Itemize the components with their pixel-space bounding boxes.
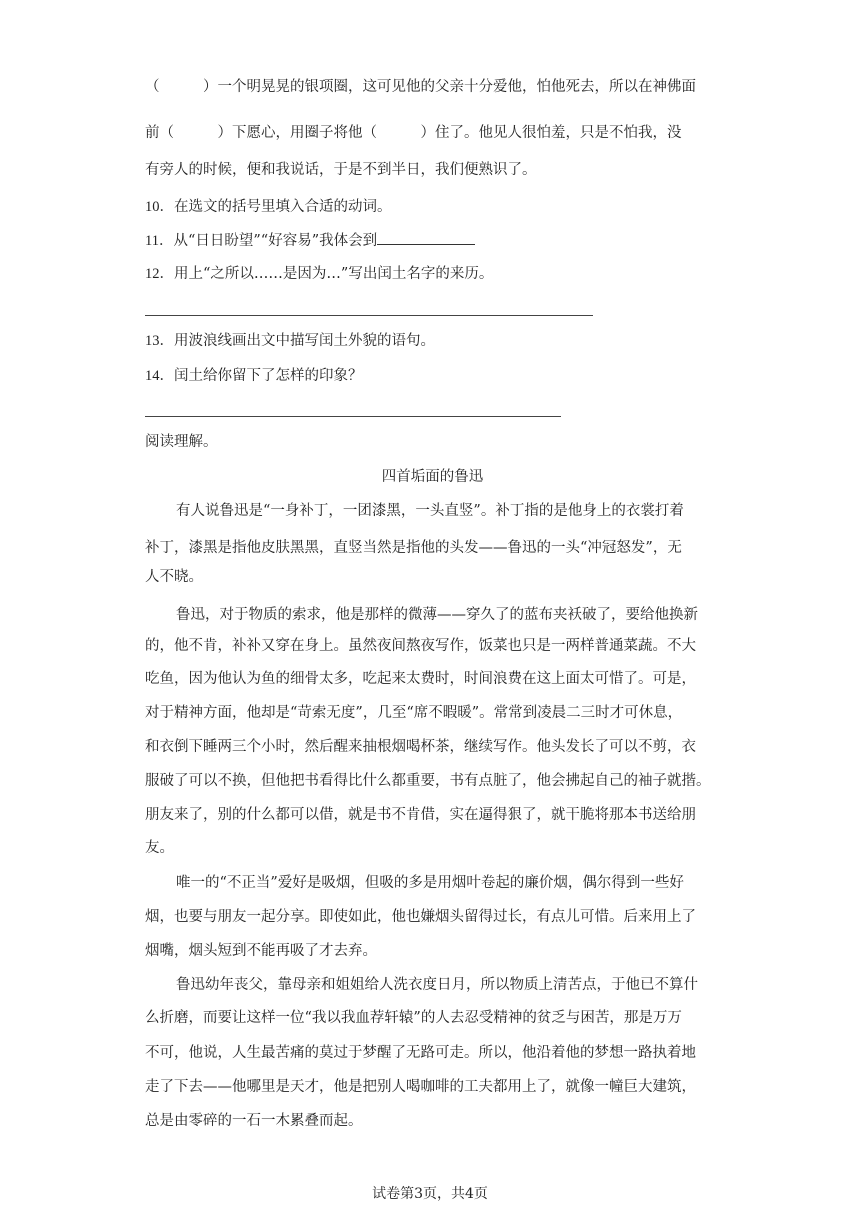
question-text: 从“日日盼望”“好容易”我体会到 [173,233,378,249]
section-label: 阅读理解。 [145,434,218,450]
page-footer: 试卷第3页，共4页 [372,1186,488,1202]
article-line: 有人说鲁迅是“一身补丁，一团漆黑，一头直竖”。补丁指的是他身上的衣裳打着 [176,503,684,519]
article-line: 友。 [145,840,174,856]
question-13 [145,331,720,351]
question-number: 13． [145,333,174,349]
question-text: 用波浪线画出文中描写闰土外貌的语句。 [174,333,435,349]
article-line: 不可，他说，人生最苦痛的莫过于梦醒了无路可走。所以，他沿着他的梦想一路执着地 [145,1045,696,1061]
answer-blank[interactable] [377,230,475,245]
question-number: 12． [145,266,174,282]
question-12 [145,264,720,284]
question-number: 11． [145,233,174,249]
article-line: 鲁迅，对于物质的索求，他是那样的微薄——穿久了的蓝布夹袄破了，要给他换新 [176,607,698,623]
article-line: 朋友来了，别的什么都可以借，就是书不肯借，实在逼得狠了，就干脆将那本书送给朋 [145,807,696,823]
article-line: 鲁迅幼年丧父，靠母亲和姐姐给人洗衣度日月，所以物质上清苦点，于他已不算什 [176,977,698,993]
article-line: 的，他不肯，补补又穿在身上。虽然夜间熬夜写作，饭菜也只是一两样普通菜蔬。不大 [145,638,696,654]
passage-line-2: 前（ ）下愿心，用圈子将他（ ）住了。他见人很怕羞，只是不怕我，没 [145,125,682,141]
question-text: 闰土给你留下了怎样的印象？ [174,368,363,384]
article-line: 烟嘴，烟头短到不能再吸了才去弃。 [145,943,377,959]
answer-line-14[interactable] [145,416,561,417]
article-line: 么折磨，而要让这样一位“我以我血荐轩辕”的人去忍受精神的贫乏与困苦，那是万万 [145,1010,682,1026]
question-14 [145,366,720,386]
article-line: 服破了可以不换，但他把书看得比什么都重要，书有点脏了，他会拂起自己的袖子就揩。 [145,773,711,789]
article-line: 对于精神方面，他却是“苛索无度”，几至“席不暇暖”。常常到凌晨二三时才可休息， [145,705,683,721]
article-line: 走了下去——他哪里是天才，他是把别人喝咖啡的工夫都用上了，就像一幢巨大建筑， [145,1079,696,1095]
answer-line-12[interactable] [145,315,593,316]
article-line: 唯一的“不正当”爱好是吸烟，但吸的多是用烟叶卷起的廉价烟，偶尔得到一些好 [176,875,684,891]
article-line: 补丁，漆黑是指他皮肤黑黑，直竖当然是指他的头发——鲁迅的一头“冲冠怒发”，无 [145,540,682,556]
question-number: 10． [145,199,174,215]
article-line: 吃鱼，因为他认为鱼的细骨太多，吃起来太费时，时间浪费在这上面太可惜了。可是， [145,671,696,687]
question-text: 在选文的括号里填入合适的动词。 [174,199,392,215]
question-10 [145,197,720,217]
question-11 [145,230,720,251]
question-number: 14． [145,368,174,384]
article-line: 总是由零碎的一石一木累叠而起。 [145,1113,363,1129]
passage-line-3: 有旁人的时候，便和我说话，于是不到半日，我们便熟识了。 [145,162,537,178]
article-line: 烟，也要与朋友一起分享。即使如此，他也嫌烟头留得过长，有点儿可惜。后来用上了 [145,909,696,925]
article-line: 和衣倒下睡两三个小时，然后醒来抽根烟喝杯茶，继续写作。他头发长了可以不剪，衣 [145,739,696,755]
question-text: 用上“之所以……是因为…”写出闰土名字的来历。 [174,266,494,282]
article-title: 四首垢面的鲁迅 [381,469,484,485]
passage-line-1: （ ）一个明晃晃的银项圈，这可见他的父亲十分爱他，怕他死去，所以在神佛面 [145,79,696,95]
article-line: 人不晓。 [145,569,203,585]
